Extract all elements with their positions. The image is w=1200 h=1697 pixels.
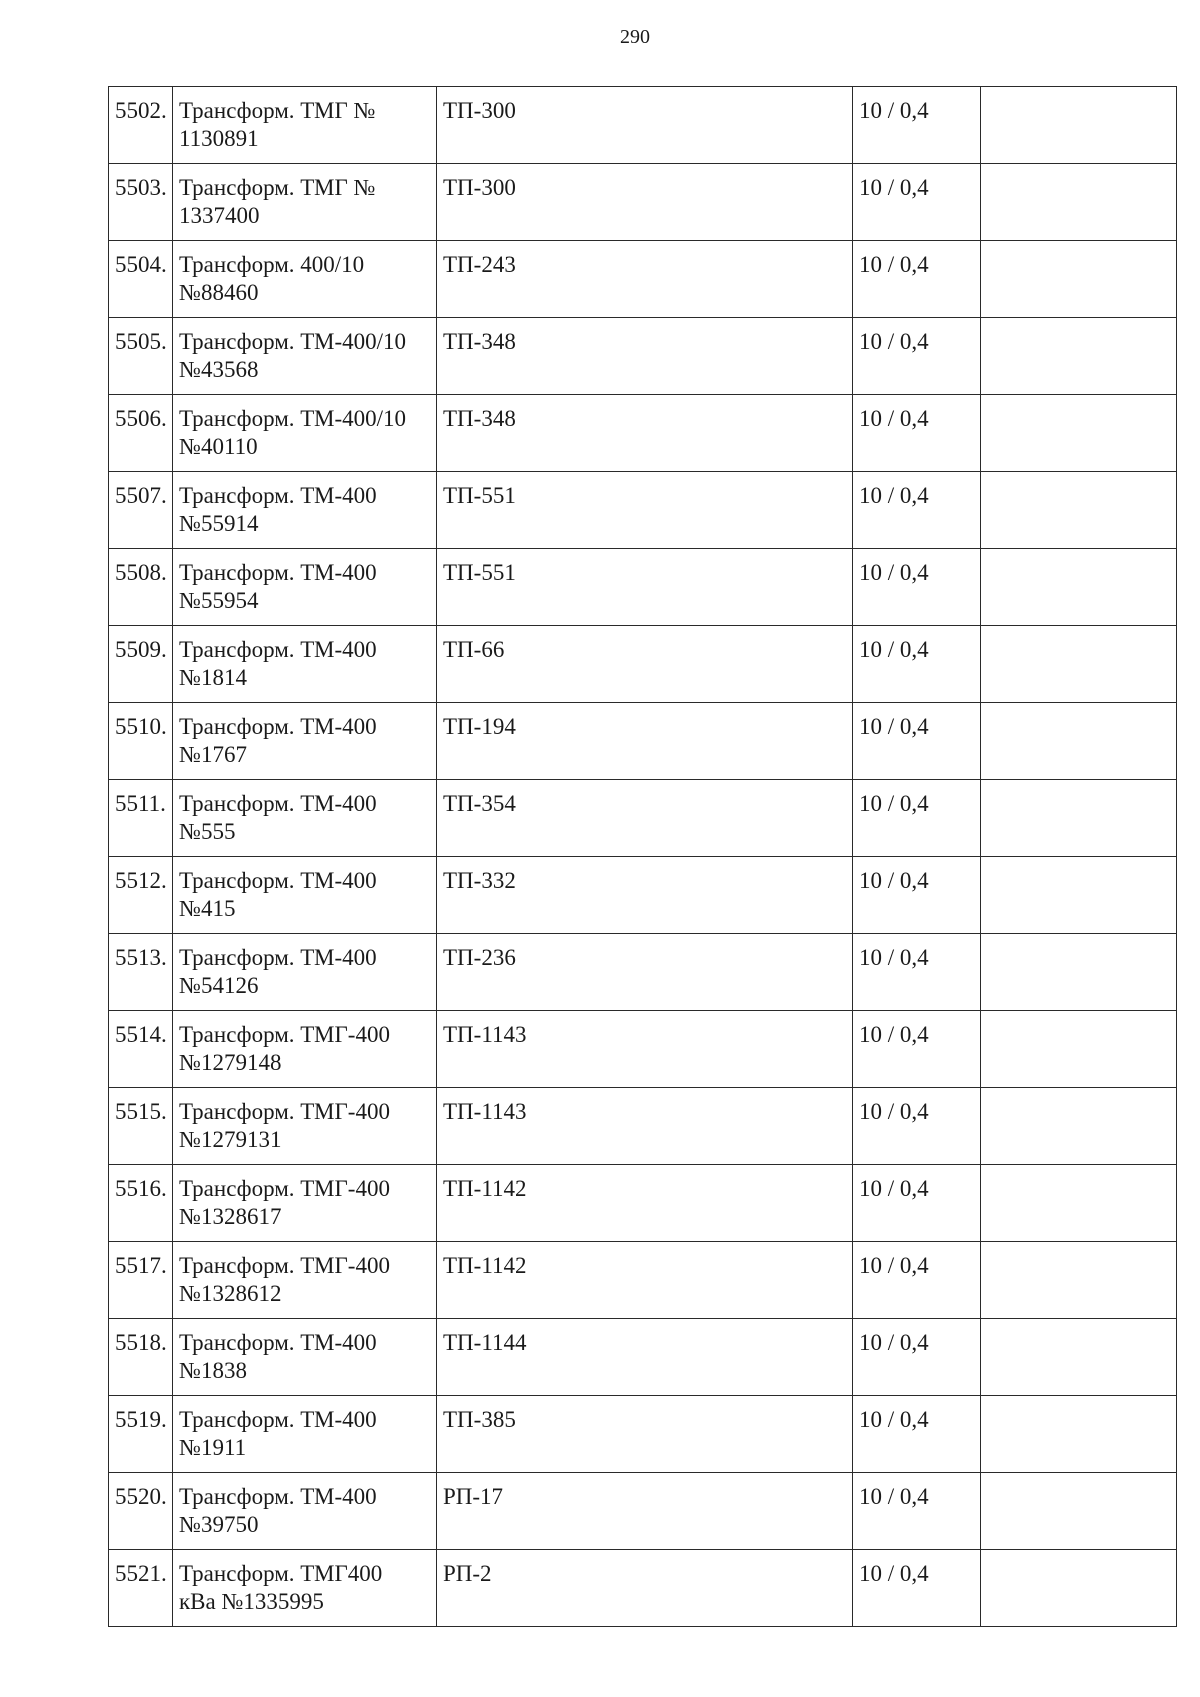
equipment-name-text: Трансформ. ТМ-400 — [179, 1407, 377, 1432]
equipment-name-text: Трансформ. ТМГ-400 — [179, 1253, 390, 1278]
voltage-cell — [853, 241, 981, 318]
substation-cell — [437, 1473, 853, 1550]
voltage-cell — [853, 1088, 981, 1165]
notes-cell — [981, 703, 1177, 780]
substation-cell — [437, 1242, 853, 1319]
equipment-name-text: №39750 — [179, 1512, 259, 1537]
table-row — [109, 1088, 1177, 1165]
voltage-cell — [853, 1396, 981, 1473]
row-number-text: 5511. — [115, 791, 166, 816]
row-number-text: 5508. — [115, 560, 167, 585]
notes-cell — [981, 395, 1177, 472]
row-number-cell — [109, 241, 173, 318]
equipment-name-text: 1130891 — [179, 126, 259, 151]
notes-cell — [981, 1319, 1177, 1396]
row-number-cell — [109, 780, 173, 857]
equipment-name-cell — [173, 87, 437, 164]
table-row — [109, 164, 1177, 241]
voltage-text: 10 / 0,4 — [859, 1022, 929, 1047]
row-number-cell — [109, 1396, 173, 1473]
equipment-name-text: Трансформ. ТМ-400 — [179, 945, 377, 970]
voltage-cell — [853, 857, 981, 934]
row-number-text: 5520. — [115, 1484, 167, 1509]
table-row — [109, 703, 1177, 780]
voltage-text: 10 / 0,4 — [859, 1407, 929, 1432]
table-row — [109, 1550, 1177, 1627]
voltage-cell — [853, 1242, 981, 1319]
voltage-cell — [853, 318, 981, 395]
substation-text: ТП-551 — [443, 560, 516, 585]
table-row — [109, 1319, 1177, 1396]
table-row — [109, 318, 1177, 395]
row-number-cell — [109, 857, 173, 934]
substation-text: ТП-385 — [443, 1407, 516, 1432]
row-number-cell — [109, 549, 173, 626]
equipment-name-cell — [173, 857, 437, 934]
row-number-text: 5507. — [115, 483, 167, 508]
row-number-text: 5505. — [115, 329, 167, 354]
voltage-cell — [853, 549, 981, 626]
equipment-name-text: №54126 — [179, 973, 259, 998]
voltage-text: 10 / 0,4 — [859, 1099, 929, 1124]
substation-text: ТП-66 — [443, 637, 505, 662]
row-number-text: 5516. — [115, 1176, 167, 1201]
substation-text: ТП-1143 — [443, 1022, 527, 1047]
voltage-text: 10 / 0,4 — [859, 406, 929, 431]
notes-cell — [981, 857, 1177, 934]
equipment-name-text: №1328612 — [179, 1281, 282, 1306]
equipment-name-text: №43568 — [179, 357, 259, 382]
table-row — [109, 780, 1177, 857]
equipment-name-text: Трансформ. ТМГ-400 — [179, 1176, 390, 1201]
substation-text: ТП-236 — [443, 945, 516, 970]
voltage-text: 10 / 0,4 — [859, 1484, 929, 1509]
equipment-name-text: Трансформ. ТМ-400/10 — [179, 329, 407, 354]
substation-cell — [437, 241, 853, 318]
equipment-name-text: Трансформ. ТМГ-400 — [179, 1099, 390, 1124]
notes-cell — [981, 934, 1177, 1011]
row-number-cell — [109, 164, 173, 241]
notes-cell — [981, 1011, 1177, 1088]
equipment-name-text: №40110 — [179, 434, 258, 459]
row-number-text: 5513. — [115, 945, 167, 970]
voltage-text: 10 / 0,4 — [859, 98, 929, 123]
row-number-cell — [109, 1088, 173, 1165]
equipment-name-text: №415 — [179, 896, 236, 921]
substation-cell — [437, 1011, 853, 1088]
row-number-cell — [109, 318, 173, 395]
substation-text: РП-2 — [443, 1561, 492, 1586]
notes-cell — [981, 549, 1177, 626]
row-number-cell — [109, 1011, 173, 1088]
row-number-cell — [109, 703, 173, 780]
table-row — [109, 87, 1177, 164]
substation-text: ТП-1143 — [443, 1099, 527, 1124]
equipment-name-text: Трансформ. ТМГ № — [179, 98, 376, 123]
notes-cell — [981, 241, 1177, 318]
substation-cell — [437, 780, 853, 857]
equipment-name-text: №1279131 — [179, 1127, 282, 1152]
equipment-name-text: кВа №1335995 — [179, 1589, 324, 1614]
row-number-text: 5518. — [115, 1330, 167, 1355]
voltage-cell — [853, 1011, 981, 1088]
table-row — [109, 1165, 1177, 1242]
voltage-cell — [853, 780, 981, 857]
substation-text: ТП-300 — [443, 175, 516, 200]
substation-text: ТП-332 — [443, 868, 516, 893]
substation-cell — [437, 1319, 853, 1396]
substation-cell — [437, 318, 853, 395]
row-number-text: 5510. — [115, 714, 167, 739]
equipment-name-cell — [173, 703, 437, 780]
row-number-cell — [109, 1473, 173, 1550]
voltage-text: 10 / 0,4 — [859, 252, 929, 277]
equipment-name-cell — [173, 1088, 437, 1165]
table-row — [109, 395, 1177, 472]
row-number-cell — [109, 626, 173, 703]
row-number-text: 5504. — [115, 252, 167, 277]
table-row — [109, 1242, 1177, 1319]
substation-cell — [437, 1088, 853, 1165]
voltage-text: 10 / 0,4 — [859, 175, 929, 200]
equipment-name-cell — [173, 626, 437, 703]
row-number-cell — [109, 1319, 173, 1396]
substation-cell — [437, 549, 853, 626]
row-number-cell — [109, 472, 173, 549]
equipment-name-text: №1279148 — [179, 1050, 282, 1075]
table-row — [109, 857, 1177, 934]
row-number-text: 5514. — [115, 1022, 167, 1047]
substation-cell — [437, 1550, 853, 1627]
notes-cell — [981, 472, 1177, 549]
equipment-name-text: Трансформ. ТМГ-400 — [179, 1022, 390, 1047]
row-number-text: 5521. — [115, 1561, 167, 1586]
voltage-cell — [853, 1165, 981, 1242]
substation-cell — [437, 87, 853, 164]
equipment-name-cell — [173, 164, 437, 241]
table-row — [109, 472, 1177, 549]
equipment-name-cell — [173, 1319, 437, 1396]
equipment-name-cell — [173, 780, 437, 857]
equipment-name-cell — [173, 318, 437, 395]
substation-cell — [437, 857, 853, 934]
equipment-name-text: №1838 — [179, 1358, 247, 1383]
notes-cell — [981, 1088, 1177, 1165]
equipment-name-cell — [173, 472, 437, 549]
voltage-cell — [853, 164, 981, 241]
row-number-text: 5517. — [115, 1253, 167, 1278]
substation-cell — [437, 934, 853, 1011]
equipment-name-text: Трансформ. ТМ-400 — [179, 714, 377, 739]
voltage-text: 10 / 0,4 — [859, 1176, 929, 1201]
equipment-name-text: Трансформ. ТМГ400 — [179, 1561, 383, 1586]
equipment-name-text: №1328617 — [179, 1204, 282, 1229]
voltage-cell — [853, 1550, 981, 1627]
table-row — [109, 1473, 1177, 1550]
voltage-text: 10 / 0,4 — [859, 1561, 929, 1586]
equipment-name-cell — [173, 1473, 437, 1550]
row-number-text: 5506. — [115, 406, 167, 431]
table-row — [109, 626, 1177, 703]
voltage-text: 10 / 0,4 — [859, 329, 929, 354]
equipment-name-text: 1337400 — [179, 203, 260, 228]
row-number-cell — [109, 395, 173, 472]
row-number-text: 5509. — [115, 637, 167, 662]
equipment-name-cell — [173, 1165, 437, 1242]
equipment-name-text: Трансформ. ТМ-400 — [179, 483, 377, 508]
notes-cell — [981, 1550, 1177, 1627]
equipment-name-cell — [173, 1242, 437, 1319]
voltage-cell — [853, 1473, 981, 1550]
row-number-text: 5502. — [115, 98, 167, 123]
substation-cell — [437, 164, 853, 241]
substation-cell — [437, 395, 853, 472]
equipment-name-cell — [173, 1011, 437, 1088]
substation-cell — [437, 472, 853, 549]
notes-cell — [981, 780, 1177, 857]
voltage-text: 10 / 0,4 — [859, 1330, 929, 1355]
equipment-name-text: Трансформ. ТМ-400 — [179, 1484, 377, 1509]
equipment-name-text: Трансформ. ТМГ № — [179, 175, 376, 200]
substation-text: ТП-348 — [443, 329, 516, 354]
voltage-cell — [853, 703, 981, 780]
table-row — [109, 934, 1177, 1011]
substation-text: ТП-1142 — [443, 1176, 527, 1201]
substation-text: ТП-243 — [443, 252, 516, 277]
substation-text: ТП-348 — [443, 406, 516, 431]
substation-text: ТП-1144 — [443, 1330, 527, 1355]
table-row — [109, 241, 1177, 318]
voltage-text: 10 / 0,4 — [859, 791, 929, 816]
voltage-text: 10 / 0,4 — [859, 1253, 929, 1278]
row-number-cell — [109, 1550, 173, 1627]
row-number-text: 5519. — [115, 1407, 167, 1432]
equipment-name-cell — [173, 1550, 437, 1627]
substation-text: ТП-551 — [443, 483, 516, 508]
voltage-text: 10 / 0,4 — [859, 714, 929, 739]
voltage-cell — [853, 626, 981, 703]
substation-text: ТП-354 — [443, 791, 516, 816]
substation-cell — [437, 1396, 853, 1473]
voltage-text: 10 / 0,4 — [859, 868, 929, 893]
notes-cell — [981, 164, 1177, 241]
voltage-cell — [853, 87, 981, 164]
equipment-name-text: Трансформ. 400/10 — [179, 252, 365, 277]
notes-cell — [981, 1396, 1177, 1473]
equipment-name-text: Трансформ. ТМ-400 — [179, 560, 377, 585]
substation-cell — [437, 626, 853, 703]
row-number-text: 5503. — [115, 175, 167, 200]
equipment-name-text: Трансформ. ТМ-400 — [179, 868, 377, 893]
voltage-text: 10 / 0,4 — [859, 560, 929, 585]
equipment-name-cell — [173, 934, 437, 1011]
voltage-text: 10 / 0,4 — [859, 945, 929, 970]
voltage-cell — [853, 1319, 981, 1396]
equipment-name-cell — [173, 1396, 437, 1473]
substation-cell — [437, 703, 853, 780]
notes-cell — [981, 1242, 1177, 1319]
row-number-text: 5515. — [115, 1099, 167, 1124]
equipment-name-text: №55954 — [179, 588, 259, 613]
voltage-cell — [853, 395, 981, 472]
voltage-cell — [853, 472, 981, 549]
row-number-cell — [109, 1165, 173, 1242]
row-number-cell — [109, 934, 173, 1011]
voltage-text: 10 / 0,4 — [859, 637, 929, 662]
notes-cell — [981, 318, 1177, 395]
equipment-name-cell — [173, 395, 437, 472]
equipment-name-text: №1767 — [179, 742, 247, 767]
equipment-name-cell — [173, 549, 437, 626]
substation-text: ТП-300 — [443, 98, 516, 123]
row-number-cell — [109, 1242, 173, 1319]
voltage-text: 10 / 0,4 — [859, 483, 929, 508]
equipment-name-text: Трансформ. ТМ-400/10 — [179, 406, 407, 431]
table-row — [109, 1396, 1177, 1473]
equipment-name-text: Трансформ. ТМ-400 — [179, 1330, 377, 1355]
table-body — [109, 87, 1177, 1627]
equipment-name-text: Трансформ. ТМ-400 — [179, 791, 377, 816]
notes-cell — [981, 1473, 1177, 1550]
equipment-name-cell — [173, 241, 437, 318]
substation-cell — [437, 1165, 853, 1242]
table-row — [109, 549, 1177, 626]
transformer-table — [108, 86, 1177, 1627]
row-number-text: 5512. — [115, 868, 167, 893]
equipment-name-text: Трансформ. ТМ-400 — [179, 637, 377, 662]
equipment-name-text: №88460 — [179, 280, 259, 305]
notes-cell — [981, 626, 1177, 703]
page-number: 290 — [620, 26, 650, 48]
equipment-name-text: №1911 — [179, 1435, 247, 1460]
notes-cell — [981, 87, 1177, 164]
voltage-cell — [853, 934, 981, 1011]
substation-text: ТП-194 — [443, 714, 516, 739]
notes-cell — [981, 1165, 1177, 1242]
equipment-name-text: №1814 — [179, 665, 247, 690]
row-number-cell — [109, 87, 173, 164]
equipment-name-text: №55914 — [179, 511, 259, 536]
substation-text: ТП-1142 — [443, 1253, 527, 1278]
table-row — [109, 1011, 1177, 1088]
substation-text: РП-17 — [443, 1484, 504, 1509]
equipment-name-text: №555 — [179, 819, 236, 844]
